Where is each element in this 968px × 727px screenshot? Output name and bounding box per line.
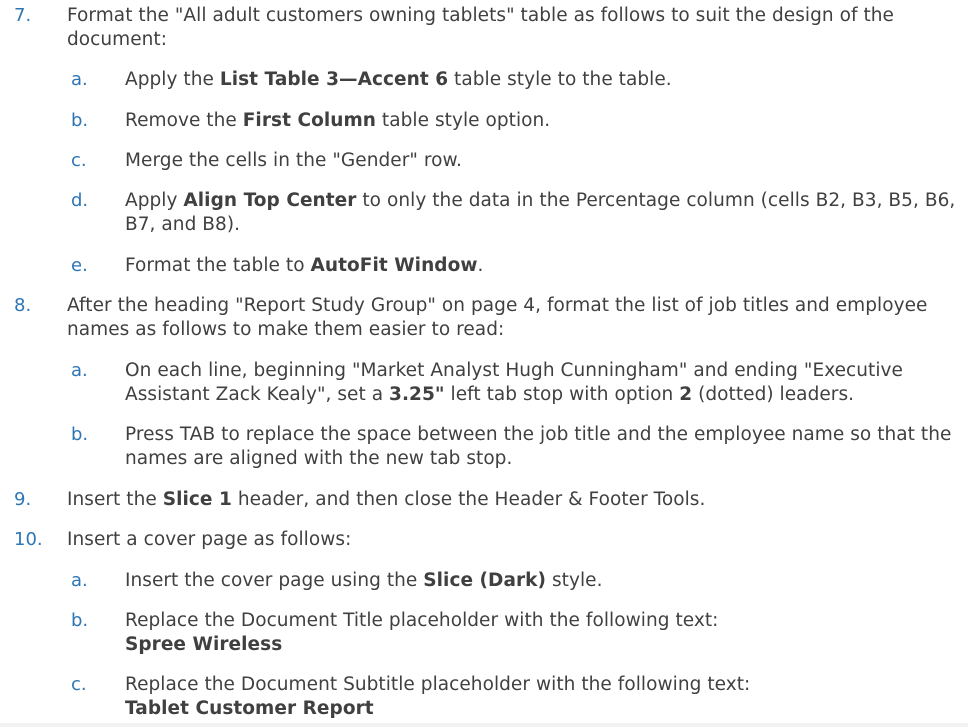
step-text: Insert a cover page as follows: [67, 529, 352, 550]
step-text: After the heading "Report Study Group" on page 4, format the list of job titles and employee names as follows to make them easier to read: [67, 295, 928, 340]
substep-letter: b. [71, 424, 89, 445]
bottom-edge [0, 723, 968, 727]
substep-text: Press TAB to replace the space between the job title and the employee name so that the names are aligned with the new tab stop. [125, 424, 952, 469]
substep-text: On each line, beginning "Market Analyst Hugh Cunningham" and ending "Executive Assistant Zack Kealy", set a 3.25" left tab stop with option 2 (dotted) leaders. [125, 360, 903, 405]
substep-text: Insert the cover page using the Slice (Dark) style. [125, 570, 603, 591]
substep-letter: a. [71, 360, 88, 381]
substep-text: Apply the List Table 3—Accent 6 table style to the table. [125, 69, 672, 90]
substep-letter: c. [71, 674, 87, 695]
substep-letter: c. [71, 150, 87, 171]
substep-text: Replace the Document Subtitle placeholder with the following text: Tablet Customer Report [125, 674, 751, 719]
document-subtitle-text: Tablet Customer Report [125, 698, 374, 719]
step-text: Insert the Slice 1 header, and then close the Header & Footer Tools. [67, 489, 706, 510]
step-number: 7. [14, 5, 32, 26]
step-number: 10. [14, 529, 43, 550]
substep-letter: b. [71, 110, 89, 131]
substep-text: Merge the cells in the "Gender" row. [125, 150, 462, 171]
substep-text: Format the table to AutoFit Window. [125, 255, 484, 276]
substep-letter: a. [71, 570, 88, 591]
substep-text: Apply Align Top Center to only the data in the Percentage column (cells B2, B3, B5, B6, B7, and B8). [125, 190, 956, 235]
substep-letter: d. [71, 190, 89, 211]
step-number: 8. [14, 295, 32, 316]
substep-text: Remove the First Column table style option. [125, 110, 551, 131]
substep-text: Replace the Document Title placeholder with the following text: Spree Wireless [125, 610, 719, 655]
substep-letter: b. [71, 610, 89, 631]
step-text: Format the "All adult customers owning tablets" table as follows to suit the design of the document: [67, 5, 894, 50]
step-number: 9. [14, 489, 32, 510]
substep-letter: a. [71, 69, 88, 90]
document-title-text: Spree Wireless [125, 634, 283, 655]
substep-letter: e. [71, 255, 88, 276]
